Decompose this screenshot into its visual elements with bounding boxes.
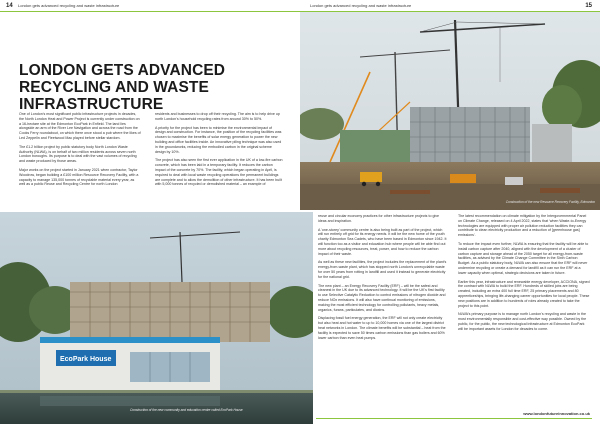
body-column-2	[155, 112, 283, 191]
paragraph: The £1.2 billion project by public statutory body North London Waste Authority (NLWA), is on behalf of two million residents across seven north London boroughs. Its purpose is to deal with the vast volumes of recycling and waste produced by those areas.	[19, 144, 137, 164]
paragraph: Displacing fossil fuel energy generation, the ERF will not only create electricity but also heat and hot water to up to 10,000 homes via one of the largest district heat networks in London. The climate benefits will be substantial – heat from the facility is expected to save 50 times carbon emissions than gas boilers and 60% lower carbon than even heat pumps.	[318, 316, 446, 340]
footer-rule	[316, 418, 592, 419]
ecopark-house-photo	[0, 212, 313, 424]
page-number-left: 14	[6, 3, 13, 9]
article-headline: LONDON GETS ADVANCED RECYCLING AND WASTE INFRASTRUCTURE	[19, 62, 226, 113]
paragraph: residents and businesses to drop off their recycling. The aim is to help drive up north London's household recycling rates from around 30% to 50%.	[155, 112, 280, 121]
paragraph: The new plant – an Energy Recovery Facility (ERF) – will be the safest and cleanest in the UK due to its advanced technology. It will be the UK's first facility to use Selective Catalytic Reduction to control emissions of nitrogen dioxide and reduce NOx emissions. It will also have continual monitoring of emissions, making the most efficient technology for controlling pollutants, heavy metals, organics, furans, particulates, and dioxins.	[318, 283, 446, 312]
ecopark-sign-text: EcoPark House	[60, 356, 112, 363]
body-column-3	[318, 214, 448, 344]
body-column-1	[19, 112, 141, 191]
footer-website-url: www.londonfutureinnovation.co.uk	[523, 411, 590, 416]
paragraph: Major works on the project started in January 2021 when contractor, Taylor Woodrow, began building a £100 million Resource Recovery Facility, with a capacity to manage 135,000 tonnes of recyclable material every year, as well as a public Reuse and Recycling Centre for north London	[19, 167, 139, 187]
paragraph: To reduce the impact even further, NLWA is ensuring that the facility will be able to install carbon capture after 2040, aligned with the development of a cluster of carbon capture and storage ahead of the 2050 target for all energy-from-waste facilities, as advised by the Climate Change Committee in the Sixth Carbon Budget. As a public statutory body, NLWA can also ensure that the ERF will never undermine recycling or create a demand for landfill as it can run the ERF at a lower capacity when optimal, strategic decisions are taken in future.	[458, 241, 589, 275]
paragraph: A 'one-storey' community centre is also being built as part of the project, which will run entirely off grid for its energy needs. It will be the new home of the youth charity Edmonton Sea Cadets, who have been based in Edmonton since 1942. It will function too as a visitor and education hub where people will be able find out more about recycling resources, treat, power, and how to reduce the carbon impact of their waste.	[318, 227, 447, 256]
paragraph: The latest recommendation on climate mitigation by the Intergovernmental Panel on Climate Change, released on 4 April 2022, states that 'when Waste-to-Energy technologies are equipped with proper air pollution reduction facilities they can contribute to clean electricity production and a reduction of [greenhouse gas] emissions'.	[458, 214, 587, 238]
photo-caption-bottom: Construction of the new community and education centre called EcoPark House	[130, 408, 243, 412]
running-title-right: London gets advanced recycling and waste infrastructure	[310, 3, 412, 8]
photo-caption-top: Construction of the new Resource Recovery Facility, Edmonton	[505, 200, 595, 204]
paragraph: A priority for the project has been to minimise the environmental impact of design and construction. For instance, the position of the recycling facilities was chosen to maximise the benefits of solar energy generation to power the new building and office facilities inside. An innovative piling technique was also used in the groundworks, reducing the embodied carbon in the original scheme design by 10%.	[155, 125, 282, 154]
paragraph: Earlier this year, infrastructure and renewable energy developer, ACCIONA, signed the contract with NLWA to build the ERF. Hundreds of skilled jobs are being created, including an extra 400 full time ERF, 25 primary placements and 80 apprenticeships, bringing life-changing career opportunities for local people. These new positions are in addition to hundreds of roles already created to take the project to this point.	[458, 279, 590, 308]
paragraph: One of London's most significant public infrastructure projects in decades, the North London Heat and Power Project is currently under construction on a 16-hectare site at the Edmonton EcoPark in Enfield. The land lies alongside an arm of the River Lee Navigation and across the road from the Cooks Ferry roundabout, on which there once stood a pub where the likes of Led Zeppelin and Fleetwood Mac played before stellar stardom.	[19, 112, 141, 140]
paragraph: reuse and circular economy practices for other infrastructure projects to give ideas and inspiration.	[318, 214, 440, 223]
paragraph: The project has also seen the first ever application in the UK of a low-fire carbon concrete, which has been laid in a temporary facility. It reduces the carbon impact of the concrete by 70%. The facility, which began operating in April, is required to deal with local waste recycling operations the permanent buildings are complete and to allow the demolition of other infrastructure. It has been built with 5,000 tonnes of recycled or demolished material – an example of	[155, 158, 283, 187]
body-column-4	[458, 214, 590, 336]
paragraph: NLWA's primary purpose is to manage north London's recycling and waste in the most environmentally responsible and cost-effective way possible. Owned by the public, for the public, the new technological infrastructure at Edmonton EcoPark will be important assets for London for decades to come.	[458, 312, 587, 331]
construction-site-photo	[300, 12, 600, 210]
paragraph: As well as these new facilities, the project includes the replacement of the plant's energy-from-waste plant, which has stopped north London's unrecyclable waste for over 50 years from rotting in landfill and used it instead to generate electricity for the national grid.	[318, 260, 447, 279]
page-number-right: 15	[585, 3, 592, 9]
running-title-left: London gets advanced recycling and waste infrastructure	[18, 3, 120, 8]
